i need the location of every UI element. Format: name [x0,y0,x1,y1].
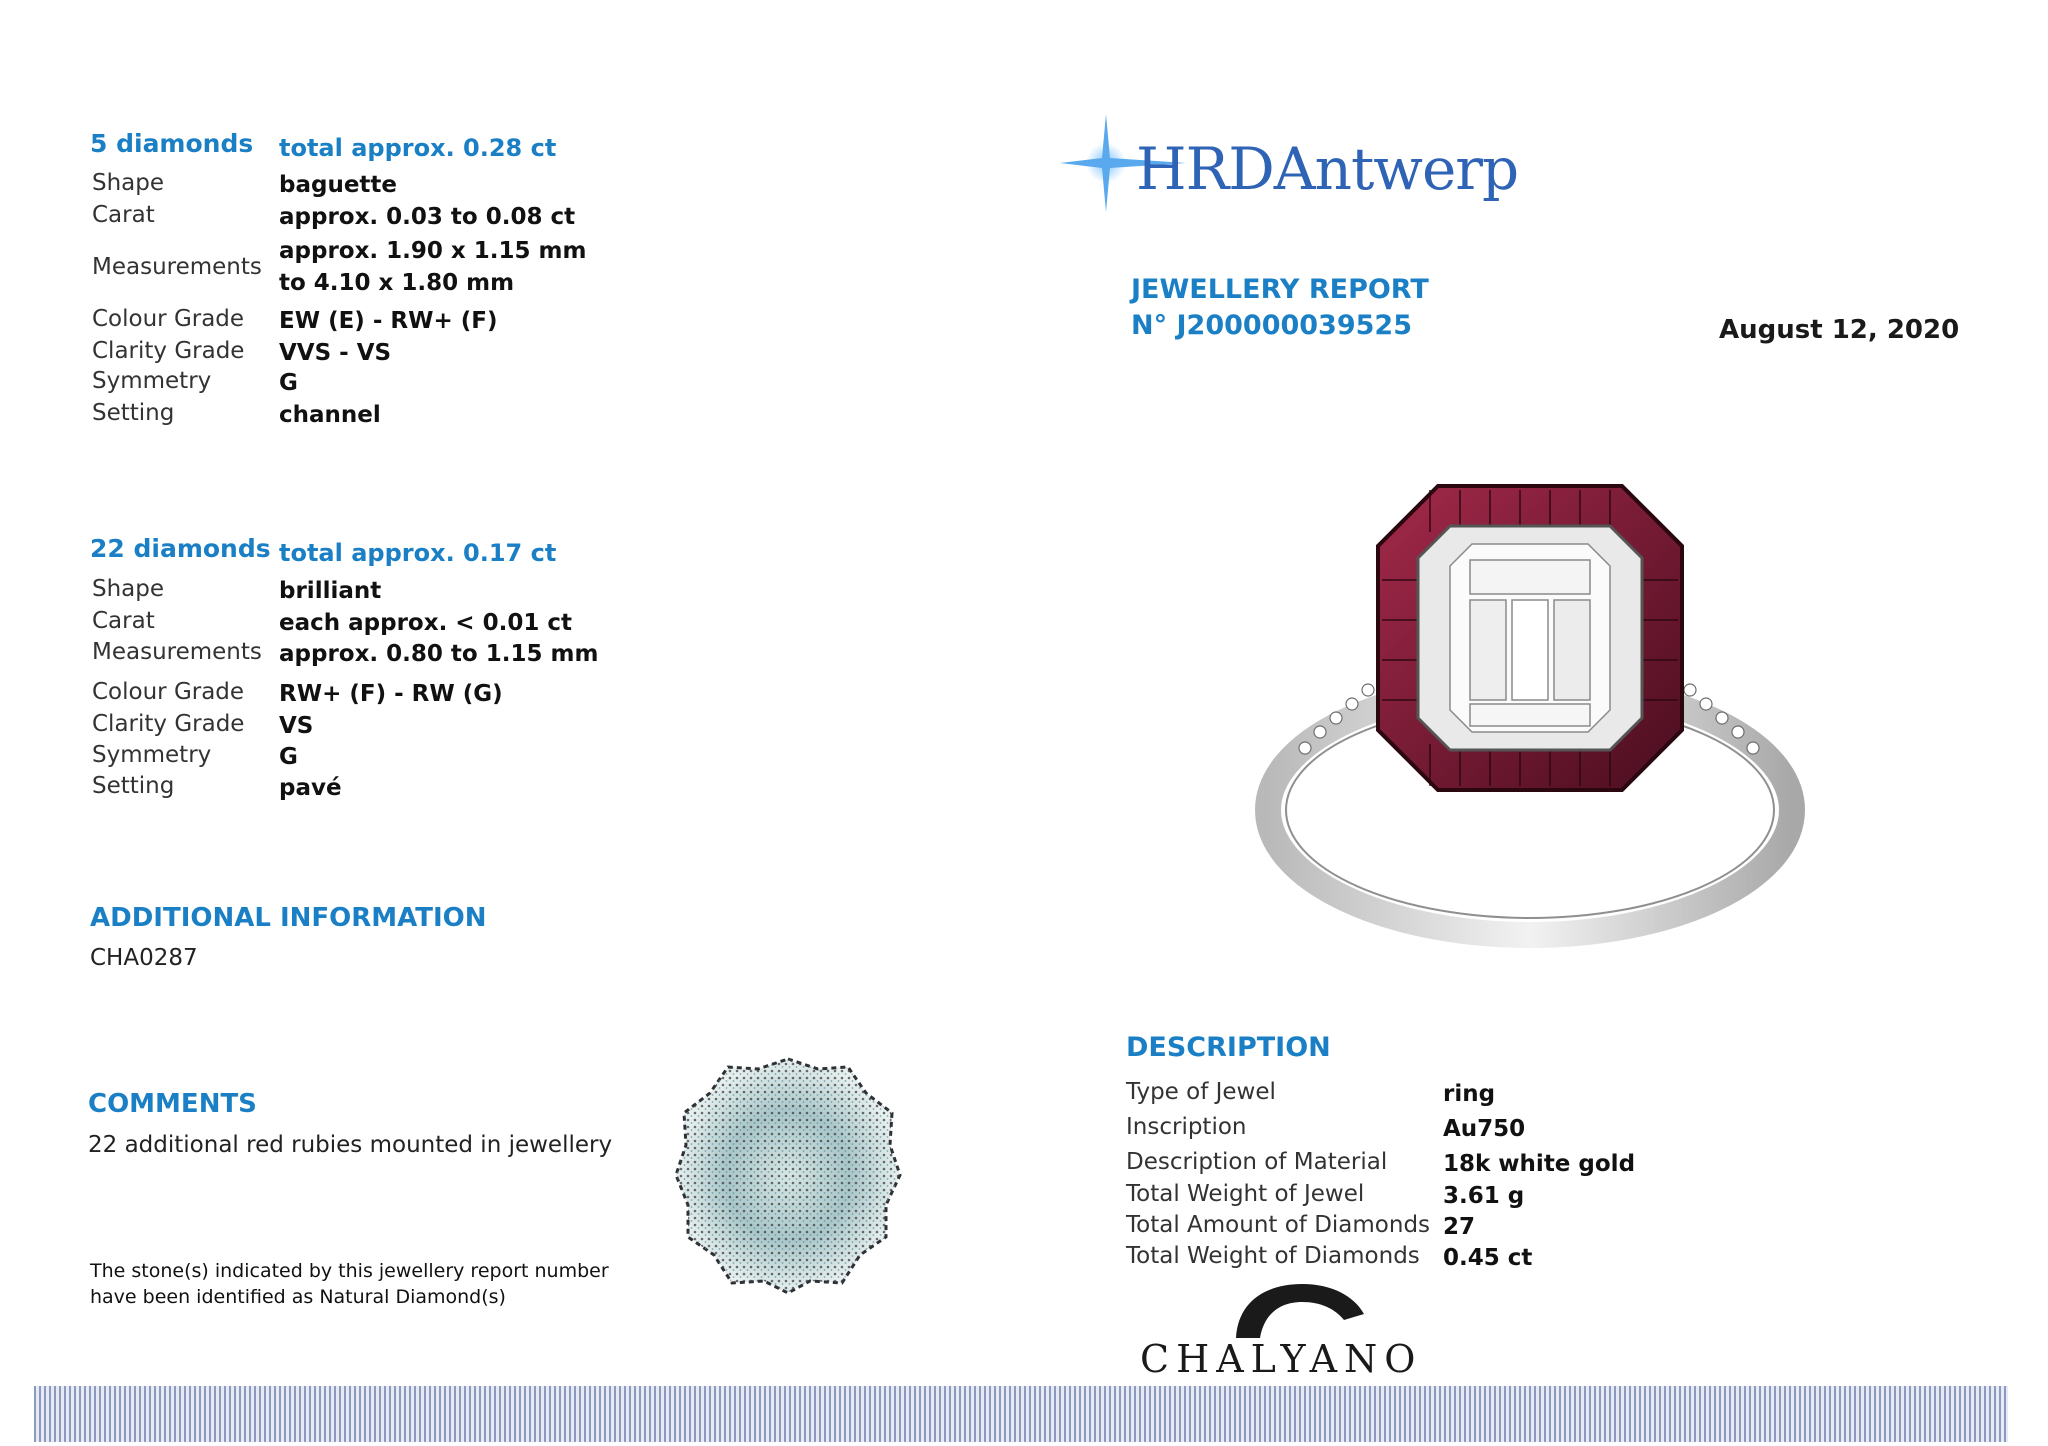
description-title: DESCRIPTION [1126,1032,1331,1063]
comments-title: COMMENTS [88,1089,257,1119]
report-number: N° J200000039525 [1131,310,1412,341]
row-label: Type of Jewel [1126,1079,1276,1105]
row-value-2: to 4.10 x 1.80 mm [279,270,515,296]
row-value: 3.61 g [1443,1183,1525,1209]
natural-note-line1: The stone(s) indicated by this jewellery report number [90,1260,609,1282]
row-value: EW (E) - RW+ (F) [279,308,498,334]
row-label: Clarity Grade [92,338,245,364]
maker-logo-mark-icon [1228,1280,1368,1340]
seal-pattern [676,1059,900,1293]
group2-total: total approx. 0.17 ct [279,539,557,567]
row-label: Colour Grade [92,679,245,705]
row-label: Total Amount of Diamonds [1126,1212,1431,1238]
row-value: ring [1443,1081,1496,1107]
security-stripe [34,1386,2008,1442]
row-label: Symmetry [92,368,212,394]
row-value: approx. 0.03 to 0.08 ct [279,204,576,230]
comments-text: 22 additional red rubies mounted in jewellery [88,1132,613,1158]
additional-text: CHA0287 [90,945,198,971]
row-value: RW+ (F) - RW (G) [279,681,503,707]
row-label: Carat [92,202,155,228]
row-value: 27 [1443,1214,1476,1240]
row-label: Total Weight of Diamonds [1126,1243,1420,1269]
row-value: VS [279,713,314,739]
group1-total: total approx. 0.28 ct [279,134,557,162]
row-value: channel [279,402,381,428]
row-value: baguette [279,172,398,198]
report-title: JEWELLERY REPORT [1131,274,1429,305]
natural-note-line2: have been identified as Natural Diamond(s) [90,1286,506,1308]
row-label: Colour Grade [92,306,245,332]
maker-logo: CHALYANO [1140,1337,1423,1381]
row-label: Total Weight of Jewel [1126,1181,1365,1207]
brand-logo: HRDAntwerp [1136,135,1519,203]
row-value: VVS - VS [279,340,392,366]
row-label: Shape [92,170,165,196]
row-value: G [279,370,298,396]
row-value: approx. 0.80 to 1.15 mm [279,641,599,667]
row-label: Symmetry [92,742,212,768]
report-date: August 12, 2020 [1719,315,1960,345]
ring-photo [1250,480,1830,960]
row-value: Au750 [1443,1116,1526,1142]
row-label: Measurements [92,254,262,280]
row-value: pavé [279,775,342,801]
group1-row-measurements [92,236,612,300]
row-label: Inscription [1126,1114,1247,1140]
group1-title: 5 diamonds [90,129,254,158]
baguette-diamonds [1450,544,1610,732]
group2-title: 22 diamonds [90,534,271,563]
row-label: Measurements [92,639,262,665]
row-label: Shape [92,576,165,602]
row-value: 18k white gold [1443,1151,1636,1177]
row-label: Setting [92,773,175,799]
hologram-seal [672,1055,904,1295]
row-label: Clarity Grade [92,711,245,737]
row-label: Carat [92,608,155,634]
row-value: approx. 1.90 x 1.15 mm [279,238,587,264]
row-value: brilliant [279,578,382,604]
row-value: 0.45 ct [1443,1245,1533,1271]
row-value: G [279,744,298,770]
row-label: Setting [92,400,175,426]
additional-title: ADDITIONAL INFORMATION [90,903,487,933]
row-label: Description of Material [1126,1149,1388,1175]
row-value: each approx. < 0.01 ct [279,610,572,636]
